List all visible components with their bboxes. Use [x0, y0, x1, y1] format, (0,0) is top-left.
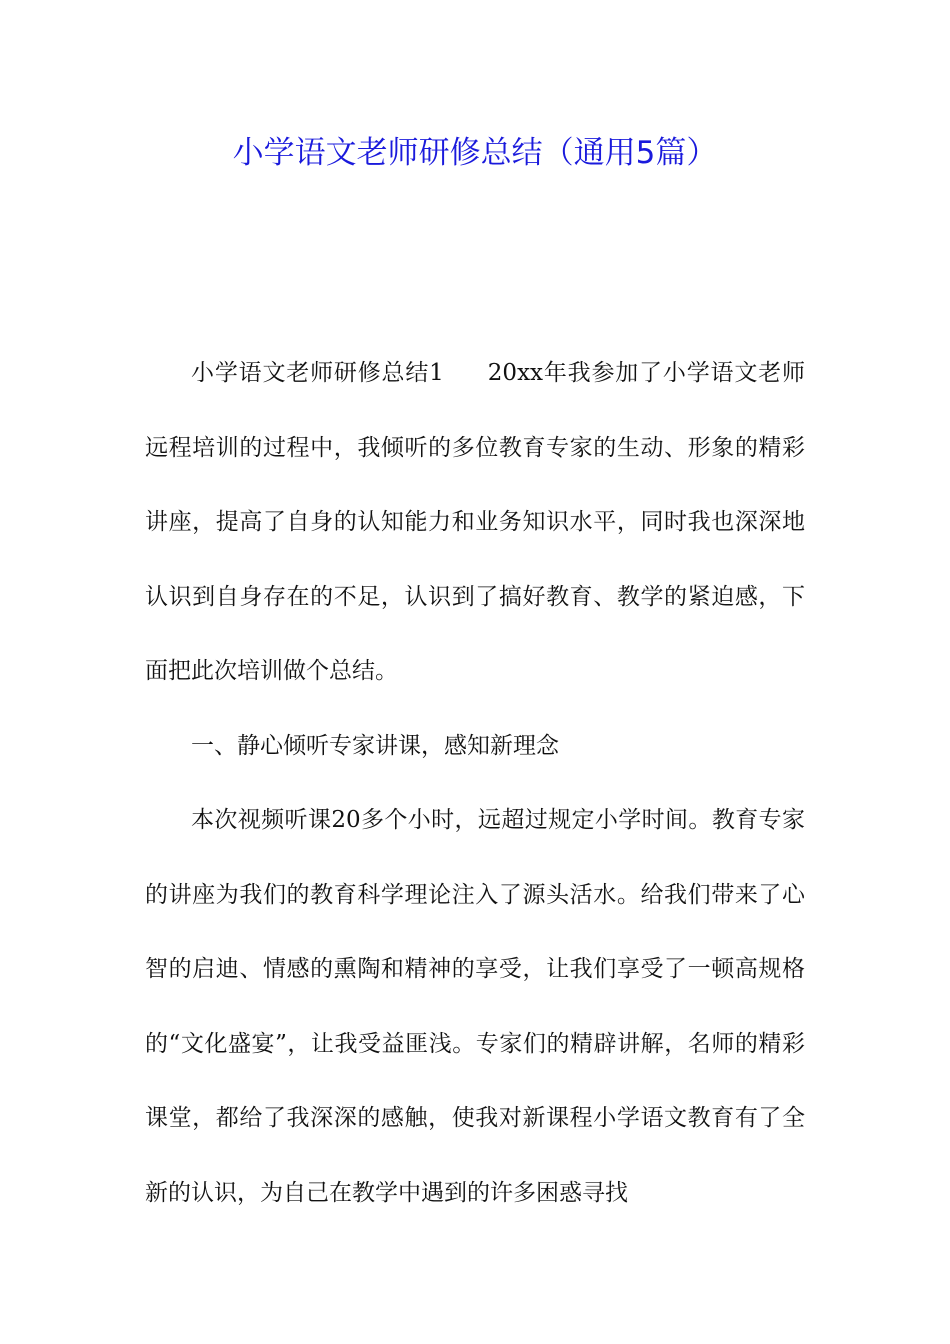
paragraph-text: 20xx年我参加了小学语文老师远程培训的过程中，我倾听的多位教育专家的生动、形象的精彩讲座，提高了自身的认知能力和业务知识水平，同时我也深深地认识到自身存在的不足，认识到了搞好教育、教学的紧迫感，下面把此次培训做个总结。 [145, 360, 805, 684]
document-title: 小学语文老师研修总结（通用5篇） [232, 135, 718, 171]
paragraph-subheading: 一、静心倾听专家讲课，感知新理念 [191, 732, 559, 759]
paragraph-body: 本次视频听课20多个小时，远超过规定小学时间。教育专家的讲座为我们的教育科学理论注入了源头活水。给我们带来了心智的启迪、情感的熏陶和精神的享受，让我们享受了一顿高规格的“文化盛宴”，让我受益匪浅。专家们的精辟讲解，名师的精彩课堂，都给了我深深的感触，使我对新课程小学语文教育有了全新的认识，为自己在教学中遇到的许多困惑寻找 [145, 807, 805, 1206]
section-heading: 小学语文老师研修总结1 [191, 360, 444, 386]
document-body [145, 336, 805, 1230]
paragraph-intro [145, 336, 805, 709]
